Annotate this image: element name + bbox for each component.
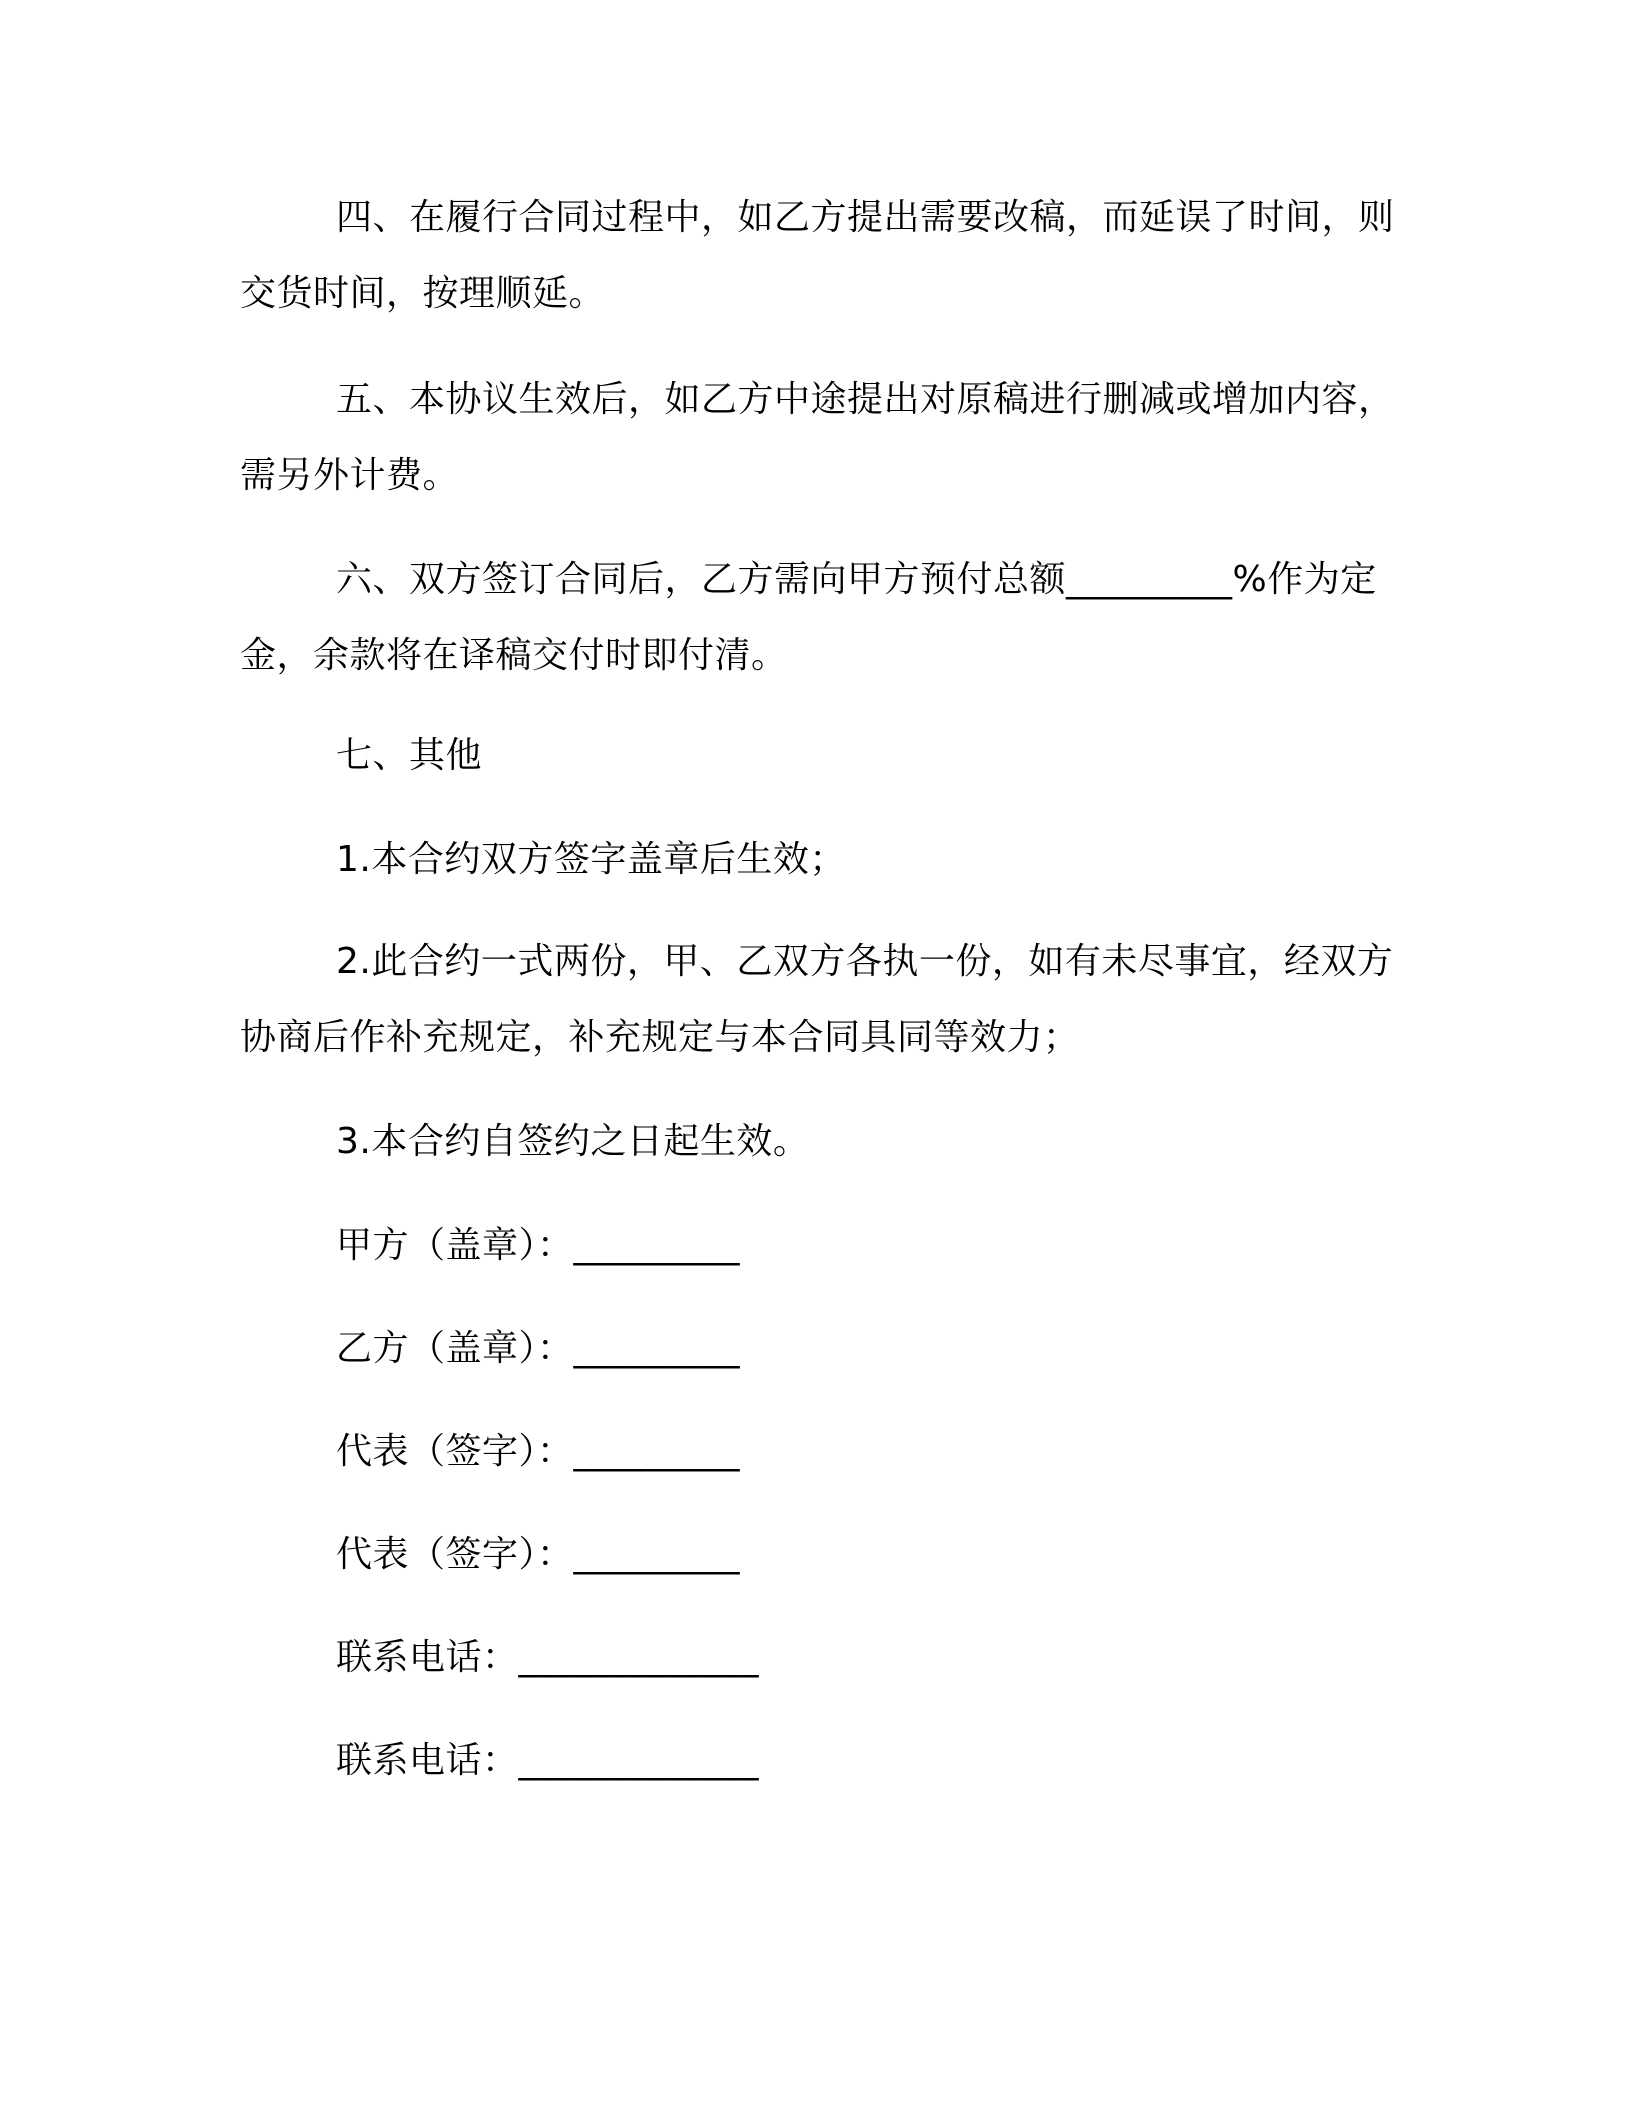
party-b-seal-line: 乙方（盖章）：_________: [336, 1328, 741, 1369]
clause-5-paragraph: 五、本协议生效后，如乙方中途提出对原稿进行删减或增加内容，需另外计费。: [240, 379, 1395, 496]
clause-7-item-2: 2.此合约一式两份，甲、乙双方各执一份，如有未尽事宜，经双方协商后作补充规定，补充规定与本合同具同等效力；: [240, 941, 1394, 1058]
representative-signature-line-2: 代表（签字）：_________: [336, 1534, 741, 1575]
clause-7-heading: 七、其他: [336, 735, 483, 776]
clause-6-paragraph: 六、双方签订合同后，乙方需向甲方预付总额_________%作为定金，余款将在译稿交付时即付清。: [240, 559, 1377, 676]
contact-phone-line-2: 联系电话：_____________: [336, 1740, 760, 1781]
clause-4-paragraph: 四、在履行合同过程中，如乙方提出需要改稿，而延误了时间，则交货时间，按理顺延。: [240, 197, 1395, 314]
contact-phone-line-1: 联系电话：_____________: [336, 1637, 760, 1678]
representative-signature-line-1: 代表（签字）：_________: [336, 1431, 741, 1472]
party-a-seal-line: 甲方（盖章）：_________: [336, 1225, 741, 1266]
clause-7-item-3: 3.本合约自签约之日起生效。: [336, 1121, 810, 1162]
clause-7-item-1: 1.本合约双方签字盖章后生效；: [336, 839, 846, 880]
